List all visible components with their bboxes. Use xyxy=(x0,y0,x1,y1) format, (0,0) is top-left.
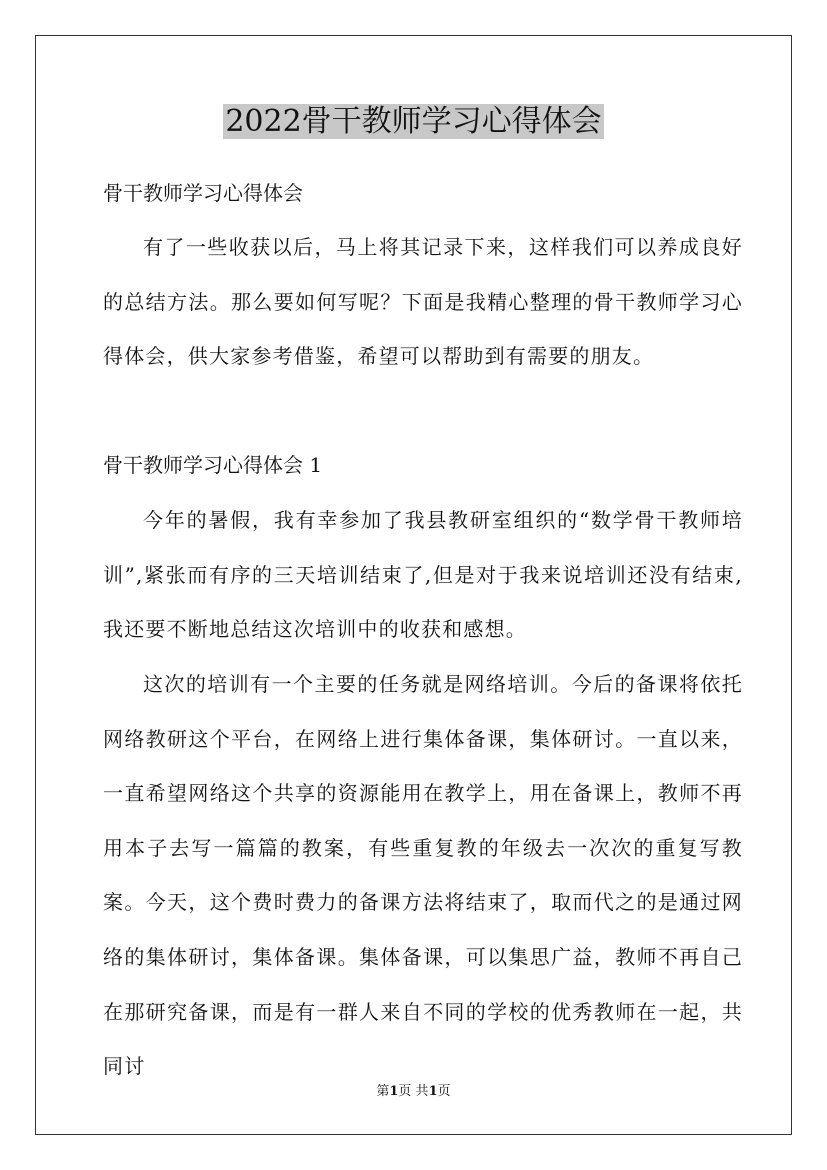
document-title xyxy=(0,100,827,144)
document-title-text: 2022骨干教师学习心得体会 xyxy=(225,104,602,139)
footer-prefix: 第 xyxy=(376,1084,390,1099)
section1-paragraph-2: 这次的培训有一个主要的任务就是网络培训。今后的备课将依托网络教研这个平台，在网络上进行集体备课，集体研讨。一直以来，一直希望网络这个共享的资源能用在教学上，用在备课上，教师不再用本子去写一篇篇的教案，有些重复教的年级去一次次的重复写教案。今天，这个费时费力的备课方法将结束了，取而代之的是通过网络的集体研讨，集体备课。集体备课，可以集思广益，教师不再自己在那研究备课，而是有一群人来自不同的学校的优秀教师在一起，共同讨 xyxy=(103,672,743,1079)
page-footer xyxy=(0,1083,827,1101)
footer-suffix: 页 xyxy=(437,1084,451,1099)
document-subtitle: 骨干教师学习心得体会 xyxy=(103,181,303,205)
footer-total-pages: 1 xyxy=(428,1084,438,1099)
section-heading-1: 骨干教师学习心得体会 1 xyxy=(103,453,323,477)
footer-mid: 页 共 xyxy=(398,1084,429,1099)
intro-paragraph: 有了一些收获以后，马上将其记录下来，这样我们可以养成良好的总结方法。那么要如何写呢？下面是我精心整理的骨干教师学习心得体会，供大家参考借鉴，希望可以帮助到有需要的朋友。 xyxy=(103,235,743,369)
section1-paragraph-1: 今年的暑假，我有幸参加了我县教研室组织的“数学骨干教师培训”,紧张而有序的三天培训结束了,但是对于我来说培训还没有结束,我还要不断地总结这次培训中的收获和感想。 xyxy=(103,508,743,642)
footer-page-number: 1 xyxy=(389,1084,399,1099)
